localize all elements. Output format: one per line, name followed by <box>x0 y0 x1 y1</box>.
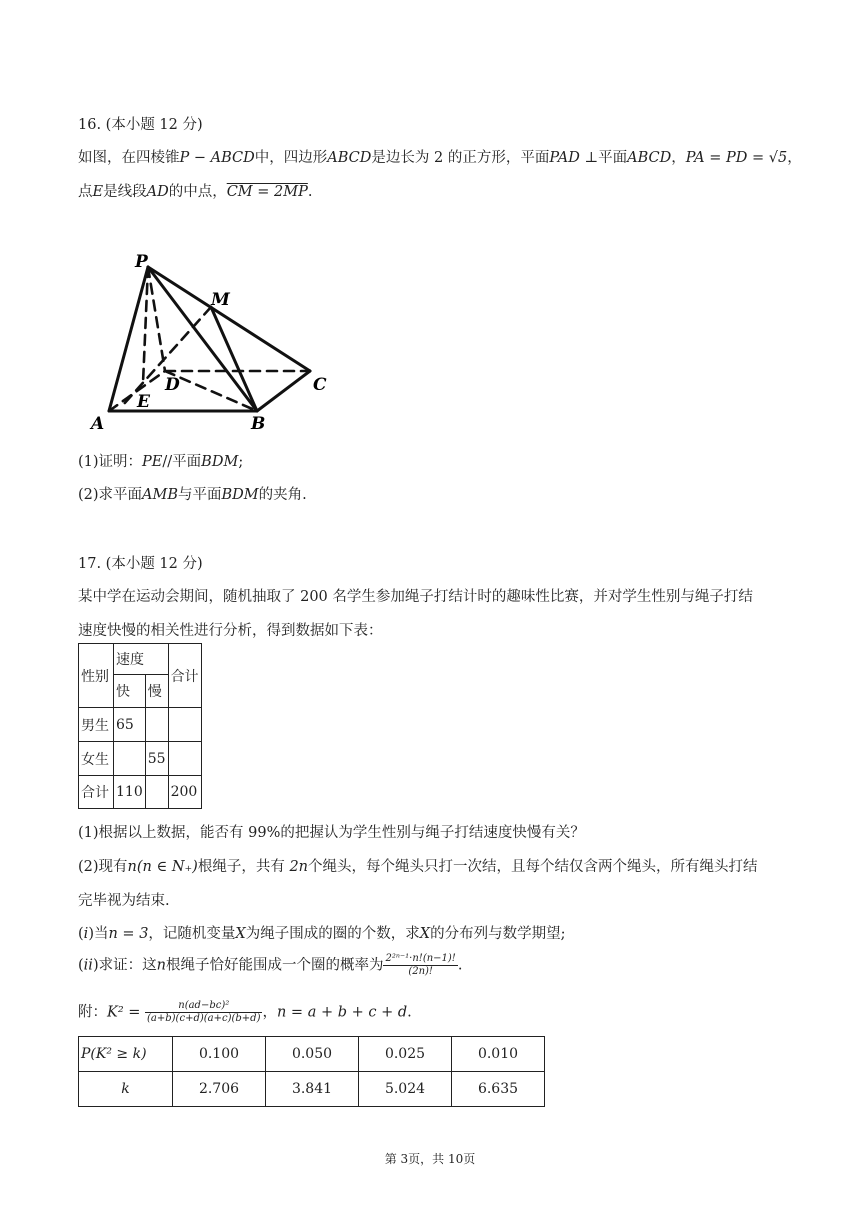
table-row: 合计 110 200 <box>79 776 202 809</box>
critical-value-table <box>78 1036 545 1107</box>
page-footer: 第 3页，共 10页 <box>384 1152 476 1166</box>
label-E: E <box>137 392 150 412</box>
q16-stem-line1: 如图，在四棱锥P − ABCD中，四边形ABCD是边长为 2 的正方形，平面PAD ⊥平面ABCD，PA = PD = √5， <box>78 150 802 166</box>
q16-stem-line2: 点E是线段AD的中点，CM = 2MP. <box>78 184 313 200</box>
label-B: B <box>251 414 266 434</box>
edge-BC <box>257 371 310 411</box>
label-A: A <box>91 414 105 434</box>
q16-header: 16. (本小题 12 分) <box>78 117 203 133</box>
pyramid-figure <box>85 245 345 435</box>
edge-PC <box>148 267 310 371</box>
q17-header: 17. (本小题 12 分) <box>78 556 203 572</box>
table-row: 男生 65 <box>79 708 202 742</box>
edge-PD <box>148 267 165 371</box>
label-C: C <box>313 375 327 395</box>
edge-PA <box>109 267 148 411</box>
q17-stem-line2: 速度快慢的相关性进行分析，得到数据如下表： <box>78 623 383 639</box>
q17-part2-line2: 完毕视为结束. <box>78 893 170 909</box>
q16-part2: (2)求平面AMB与平面BDM的夹角. <box>78 487 307 503</box>
q17-part2-i: (i)当n = 3，记随机变量X为绳子围成的圈的个数，求X的分布列与数学期望; <box>78 926 566 942</box>
th-gender: 性别 <box>79 644 114 708</box>
label-D: D <box>165 375 180 395</box>
table-row: 女生 55 <box>79 742 202 776</box>
label-M: M <box>211 290 230 310</box>
q17-part2-line1: (2)现有n(n ∈ N₊)根绳子，共有 2n个绳头，每个绳头只打一次结，且每个结仅含两个绳头，所有绳头打结 <box>78 859 758 875</box>
th-slow: 慢 <box>145 675 168 708</box>
k-squared-fraction: $\frac{\text{n(ad−bc)²}}{(a+b)(c+d)(a+c)(b+d)}$ <box>147 1000 261 1024</box>
contingency-table <box>78 643 202 809</box>
th-total: 合计 <box>168 644 201 708</box>
table-row: P(K² ≥ k) 0.100 0.050 0.025 0.010 <box>79 1037 545 1072</box>
q17-part2-ii: (ii)求证：这n根绳子恰好能围成一个圈的概率为 $\frac{\text{2²ⁿ⁻¹·n!(n−1)!}}{(2n)!}$ . <box>78 953 463 977</box>
q16-part1: (1)证明：PE//平面BDM; <box>78 454 244 470</box>
q17-stem-line1: 某中学在运动会期间，随机抽取了 200 名学生参加绳子打结计时的趣味性比赛，并对学生性别与绳子打结 <box>78 589 753 605</box>
table-row: k 2.706 3.841 5.024 6.635 <box>79 1072 545 1107</box>
label-P: P <box>135 252 148 272</box>
th-speed: 速度 <box>114 644 169 675</box>
q17-part1: (1)根据以上数据，能否有 99%的把握认为学生性别与绳子打结速度快慢有关？ <box>78 825 585 841</box>
th-fast: 快 <box>114 675 146 708</box>
probability-fraction: $\frac{\text{2²ⁿ⁻¹·n!(n−1)!}}{(2n)!}$ <box>385 953 456 977</box>
q17-appendix: 附：K² = $\frac{\text{n(ad−bc)²}}{(a+b)(c+d)(a+c)(b+d)}$ ，n = a + b + c + d. <box>78 1000 412 1024</box>
